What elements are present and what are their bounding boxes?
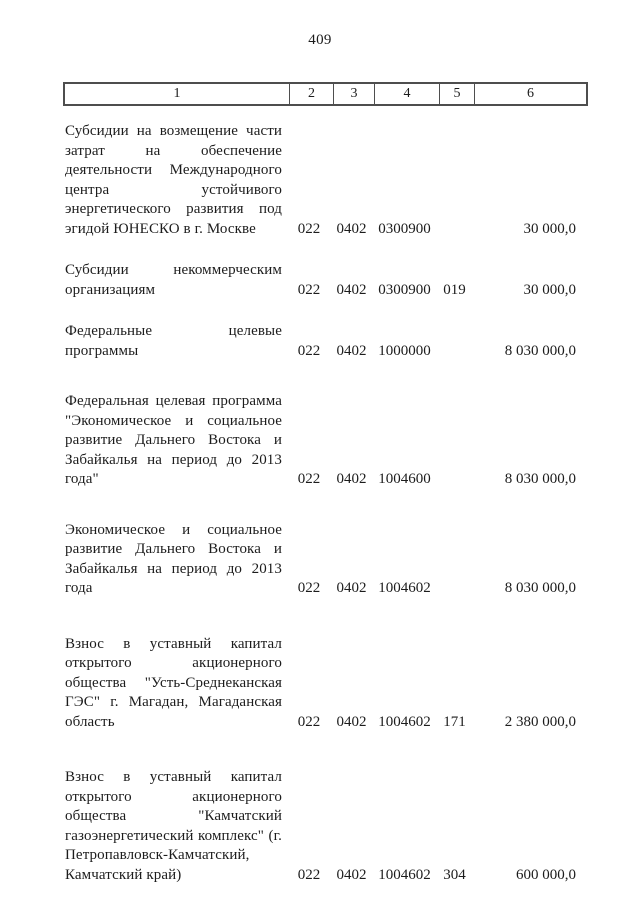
row-section-code: 0402 xyxy=(336,281,367,298)
row-name: Субсидии на возмещение части затрат на обеспечение деятельности Международного центра устойчивого энергетического развития под эгидой ЮНЕСКО в г. Москве xyxy=(65,123,282,237)
table-row xyxy=(63,261,584,300)
row-chapter-code: 022 xyxy=(297,713,321,730)
table-row xyxy=(63,521,584,599)
table-body xyxy=(63,122,584,885)
row-expense-type-code: 304 xyxy=(443,866,466,883)
row-chapter-code: 022 xyxy=(297,281,321,298)
table-row xyxy=(63,392,584,490)
row-name: Федеральные целевые программы xyxy=(65,323,282,359)
row-amount: 8 030 000,0 xyxy=(504,580,576,596)
row-target-item-code: 1004602 xyxy=(378,580,431,596)
row-chapter-code: 022 xyxy=(297,220,321,237)
row-amount: 30 000,0 xyxy=(523,281,576,298)
table-row xyxy=(63,768,584,885)
row-section-code: 0402 xyxy=(336,580,367,596)
row-chapter-code: 022 xyxy=(297,342,321,359)
row-amount: 30 000,0 xyxy=(523,220,576,237)
row-section-code: 0402 xyxy=(336,471,367,487)
row-target-item-code: 1000000 xyxy=(378,342,431,359)
row-name: Экономическое и социальное развитие Дальнего Востока и Забайкалья на период до 2013 года xyxy=(65,521,282,596)
table-row xyxy=(63,122,584,239)
page-number: 409 xyxy=(308,32,332,48)
row-amount: 2 380 000,0 xyxy=(504,713,576,730)
row-target-item-code: 0300900 xyxy=(378,220,431,237)
table-row xyxy=(63,635,584,733)
row-name: Взнос в уставный капитал открытого акционерного общества "Усть-Среднеканская ГЭС" г. Магадан, Магаданская область xyxy=(65,635,282,730)
header-col-5: 5 xyxy=(439,84,474,104)
row-section-code: 0402 xyxy=(336,866,367,883)
row-name: Субсидии некоммерческим организациям xyxy=(65,262,282,298)
row-section-code: 0402 xyxy=(336,342,367,359)
row-chapter-code: 022 xyxy=(297,580,321,596)
row-expense-type-code: 019 xyxy=(443,281,466,298)
row-name: Федеральная целевая программа "Экономическое и социальное развитие Дальнего Востока и Забайкалья на период до 2013 года" xyxy=(65,393,282,487)
header-col-6: 6 xyxy=(474,84,586,104)
table-header-row xyxy=(63,82,588,106)
header-col-1: 1 xyxy=(173,86,181,101)
row-amount: 600 000,0 xyxy=(516,866,576,883)
row-target-item-code: 1004600 xyxy=(378,471,431,487)
row-target-item-code: 1004602 xyxy=(378,866,431,883)
row-section-code: 0402 xyxy=(336,713,367,730)
row-chapter-code: 022 xyxy=(297,866,321,883)
header-col-4: 4 xyxy=(374,84,439,104)
row-amount: 8 030 000,0 xyxy=(504,342,576,359)
row-chapter-code: 022 xyxy=(297,471,321,487)
row-expense-type-code: 171 xyxy=(443,713,466,730)
row-amount: 8 030 000,0 xyxy=(504,471,576,487)
header-col-2: 2 xyxy=(289,84,333,104)
header-col-3: 3 xyxy=(333,84,374,104)
row-target-item-code: 0300900 xyxy=(378,281,431,298)
row-name: Взнос в уставный капитал открытого акционерного общества "Камчатский газоэнергетический комплекс" (г. Петропавловск-Камчатский, Камчатский край) xyxy=(65,769,282,883)
row-target-item-code: 1004602 xyxy=(378,713,431,730)
table-row xyxy=(63,322,584,361)
row-section-code: 0402 xyxy=(336,220,367,237)
